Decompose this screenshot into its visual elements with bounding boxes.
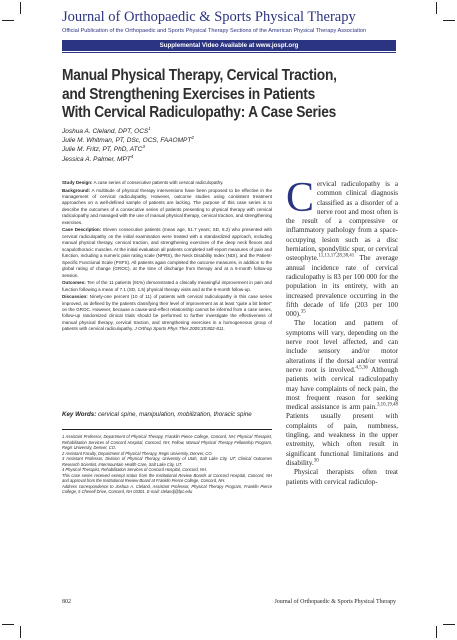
drop-cap: C — [286, 175, 315, 221]
author: Jessica A. Palmer, MPT$^4$ — [62, 153, 134, 163]
crop-mark — [20, 626, 21, 638]
footnote: 4 Physical Therapist, Rehabilitation Services of Concord Hospital, Concord, NH. — [62, 467, 207, 472]
crop-mark — [436, 626, 437, 638]
abstract — [62, 180, 272, 334]
title-line: With Cervical Radiculopathy: A Case Series — [62, 104, 337, 121]
body-paragraph: Physical therapists often treat patients with cervical radiculop- — [286, 468, 398, 486]
body-text — [286, 175, 398, 487]
body-paragraph: The location and pattern of symptoms will vary, depending on the nerve root level affected, and can include sensory and/or motor alterations if the dorsal and/or ventral nerve root is involved.$^{4,5,36}$ Although patients with cervical radiculopathy may have complaints of neck pain, the most frequent reason for seeking medical assistance is arm pain.$^{3,10,19,48}$ Patients usually present with complaints of pain, numbness, tingling, and weakness in the upper extremity, which often result in significant functional limitations and disability.$^{30}$ — [286, 319, 398, 467]
footer-journal: Journal of Orthopaedic & Sports Physical Therapy — [274, 599, 396, 605]
abstract-case-description: Case Description: Eleven consecutive patients (mean age, 51.7 years; SD, 8.2) who presented with cervical radiculopathy on the initial examination were treated with a standardized approach, including manual physical therapy, cervical traction, and strengthening exercises of the deep neck flexors and scapulothoracic muscles. At the initial evaluation all patients completed self-report measures of pain and function, including a numeric pain rating scale (NPRS), the Neck Disability Index (NDI), and the Patient-Specific Functional Scale (PSFS). All patients again completed the outcome measures, in addition to the global rating of change (GROC), at the time of discharge from therapy and at a 6-month follow-up session. — [62, 227, 272, 278]
abstract-discussion: Discussion: Ninety-one percent (10 of 11) of patients with cervical radiculopathy in this case series improved, as defined by the patients classifying their level of improvement as at least "quite a bit better" on the GROC. However, because a cause-and-effect relationship cannot be inferred from a case series, follow-up randomized clinical trials should be performed to further investigate the effectiveness of manual physical therapy, cervical traction, and strengthening exercises in a homogeneous group of patients with cervical radiculopathy. J Orthop Sports Phys Ther 2005;35:802-811. — [62, 294, 272, 332]
footnote: 3 Assistant Professor, Division of Physical Therapy, University of Utah, Salt Lake City, UT; Clinical Outcomes Research Scientist, Intermountain Health Care, Salt Lake City, UT. — [62, 456, 272, 467]
abstract-study-design: Study Design: A case series of consecutive patients with cervical radiculopathy. — [62, 180, 224, 185]
crop-mark — [2, 20, 14, 21]
footnote: 2 Assistant Faculty, Department of Physical Therapy, Regis University, Denver, CO. — [62, 450, 213, 456]
author: Joshua A. Cleland, DPT, OCS$^1$ — [62, 125, 151, 135]
page-number: 802 — [62, 599, 71, 605]
crop-mark — [20, 2, 21, 14]
footnotes — [62, 434, 272, 495]
footnote: This case series received exempt status from the Institutional Review Boards at Concord Hospital, Concord, NH and approval from the Institutional Review Board at Franklin Pierce College, Concord, NH. — [62, 472, 272, 483]
crop-mark — [443, 20, 455, 21]
footnote-divider — [62, 429, 272, 430]
journal-subtitle: Official Publication of the Orthopaedic and Sports Physical Therapy Sections of the American Physical Therapy Association — [62, 28, 367, 34]
author: Julie M. Whitman, PT, DSc, OCS, FAAOMPT$^2$ — [62, 135, 194, 145]
key-words: Key Words: cervical spine, manipulation, mobilization, thoracic spine — [62, 411, 252, 418]
title-line: Manual Physical Therapy, Cervical Traction, — [62, 67, 337, 84]
crop-mark — [443, 624, 455, 625]
abstract-citation: J Orthop Sports Phys Ther 2005;35:802-811. — [134, 326, 225, 332]
supplemental-video-banner[interactable]: Supplemental Video Available at www.jospt.org — [62, 40, 396, 51]
journal-title: Journal of Orthopaedic & Sports Physical Therapy — [62, 9, 356, 25]
author-list — [62, 127, 194, 164]
abstract-background: Background: A multitude of physical therapy interventions have been proposed to be effective in the management of cervical radiculopathy. However, outcome studies using consistent treatment approaches on a well-defined sample of patients are lacking. The purpose of this case series is to describe the outcomes of a consecutive series of patients presenting to physical therapy with cervical radiculopathy and managed with the use of manual physical therapy, cervical traction, and strengthening exercises. — [62, 187, 272, 225]
crop-mark — [436, 2, 437, 14]
footnote: 1 Assistant Professor, Department of Physical Therapy, Franklin Pierce College, Concord, NH; Physical Therapist, Rehabilitation Services of Concord Hospital, Concord, NH; Fellow, Manual Physical Therapy Fellowship Program, Regis University, Denver, CO. — [62, 434, 272, 450]
footnote: Address correspondence to Joshua A. Cleland, Assistant Professor, Physical Therapy Program, Franklin Pierce College, 5 Chenell Drive, Concord, NH 03301. E-mail: clelandj@fpc.edu — [62, 483, 272, 494]
abstract-outcomes: Outcomes: Ten of the 11 patients (91%) demonstrated a clinically meaningful improvement in pain and function following a mean of 7.1 (SD, 1.5) physical therapy visits and at the 6-month follow-up. — [62, 280, 272, 292]
article-title — [62, 67, 363, 123]
title-line: and Strengthening Exercises in Patients — [62, 85, 315, 103]
crop-mark — [2, 624, 14, 625]
author: Julie M. Fritz, PT, PhD, ATC$^3$ — [62, 144, 145, 154]
body-paragraph: Cervical radiculopathy is a common clinical diagnosis classified as a disorder of a nerve root and most often is the result of a compressive or inflammatory pathology from a space-occupying lesion such as a disc herniation, spondylitic spur, or cervical osteophyte.$^{11,13,17,28,38,41}$ The average annual incidence rate of cervical radiculopathy is 83 per 100 000 for the population in its entirety, with an increased prevalence occurring in the fifth decade of life (203 per 100 000).$^{35}$ — [286, 175, 398, 319]
